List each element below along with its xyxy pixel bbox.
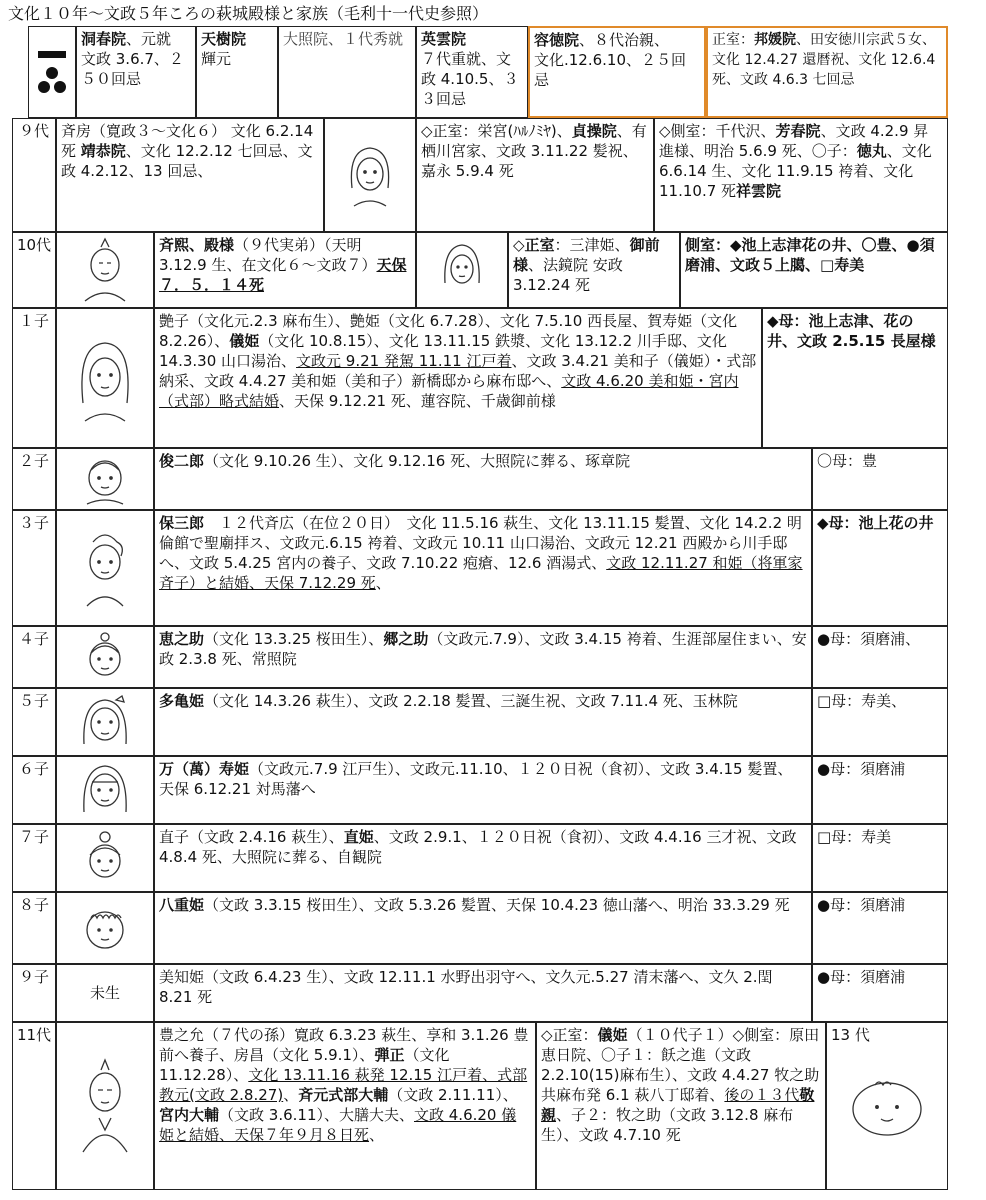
portrait-10dai <box>56 232 154 308</box>
child9-text: 美知姫（文政 6.4.23 生）、文政 12.11.1 水野出羽守へ、文久元.5.27 清末藩へ、文久 2.閏 8.21 死 <box>154 964 812 1022</box>
child7-text: 直子（文政 2.4.16 萩生）、直姫、文政 2.9.1、１２０日祝（食初）、文政 4.4.16 三才祝、文政 4.8.4 死、大照院に葬る、自観院 <box>154 824 812 892</box>
portrait-10dai-wife <box>416 232 508 308</box>
child2-mother: 〇母：豊 <box>812 448 948 510</box>
child6-text: 万（萬）寿姫（文政元.7.9 江戸生）、文政元.11.10、１２０日祝（食初）、文政 3.4.15 髪置、天保 6.12.21 対馬藩へ <box>154 756 812 824</box>
portrait-girl-icon <box>76 692 134 752</box>
header-cell-hoenin: 正室：邦媛院、田安徳川宗武５女、文化 12.4.27 還暦祝、文化 12.6.4 死、文政 4.6.3 七回忌 <box>706 26 948 118</box>
child7-mother: □母：寿美 <box>812 824 948 892</box>
next-generation-label: 13 代 <box>831 1026 870 1044</box>
row-label-child5: ５子 <box>12 688 56 756</box>
portrait-woman-icon <box>340 140 400 210</box>
portrait-lord-icon <box>75 237 135 303</box>
child5-text: 多亀姫（文化 14.3.26 萩生）、文政 2.2.18 髪置、三誕生祝、文政 7.11.4 死、玉林院 <box>154 688 812 756</box>
portrait-child7 <box>56 824 154 892</box>
eiunin-name: 英雲院 <box>421 30 467 48</box>
row10-wife: ◇正室：三津姫、御前様、法鏡院 安政 3.12.24 死 <box>508 232 680 308</box>
unborn-label: 未生 <box>89 984 120 1002</box>
crest-cell <box>28 26 76 118</box>
portrait-child6 <box>56 756 154 824</box>
unborn-cell <box>56 964 154 1022</box>
portrait-9dai <box>324 118 416 232</box>
page-title: 文化１０年〜文政５年ころの萩城殿様と家族（毛利十一代史参照） <box>8 4 489 23</box>
child4-text: 恵之助（文化 13.3.25 桜田生）、郷之助（文政元.7.9）、文政 3.4.15 袴着、生涯部屋住まい、安政 2.3.8 死、常照院 <box>154 626 812 688</box>
row-label-child3: ３子 <box>12 510 56 626</box>
row-label-child8: ８子 <box>12 892 56 964</box>
row10-main: 斉熙、殿様（９代実弟）（天明 3.12.9 生、在文化６〜文政７）天保７．５．１４死 <box>154 232 416 308</box>
child8-mother: ●母：須磨浦 <box>812 892 948 964</box>
row-label-child2: ２子 <box>12 448 56 510</box>
portrait-child2 <box>56 448 154 510</box>
portrait-child8 <box>56 892 154 964</box>
header-cell-daishoin: 大照院、１代秀就 <box>278 26 416 118</box>
child8-text: 八重姫（文政 3.3.15 桜田生）、文政 5.3.26 髪置、天保 10.4.23 徳山藩へ、明治 33.3.29 死 <box>154 892 812 964</box>
row9-main: 斉房（寛政３〜文化６） 文化 6.2.14 死 靖恭院、文化 12.2.12 七回忌、文政 4.2.12、13 回忌、 <box>56 118 324 232</box>
toshunin-name: 洞春院 <box>81 30 127 48</box>
portrait-boy-icon <box>75 526 135 610</box>
child5-mother: □母：寿美、 <box>812 688 948 756</box>
portrait-girl-icon <box>79 829 131 887</box>
row-label-9dai: ９代 <box>12 118 56 232</box>
portrait-child5 <box>56 688 154 756</box>
child6-mother: ●母：須磨浦 <box>812 756 948 824</box>
row11-wife: ◇正室：儀姫（１０代子１）◇側室：原田恵日院、〇子１：飫之進（文政 2.2.10(15)麻布生）、文政 4.4.27 牧之助共麻布発 6.1 萩八丁邸着、後の１３代敬親、子２：牧之助（文政 3.12.8 麻布生）、文政 4.7.10 死 <box>536 1022 826 1190</box>
row-label-10dai: 10代 <box>12 232 56 308</box>
portrait-child-icon <box>79 629 131 685</box>
child2-text: 俊二郎（文化 9.10.26 生）、文化 9.12.16 死、大照院に葬る、琢章院 <box>154 448 812 510</box>
portrait-child4 <box>56 626 154 688</box>
portrait-baby-icon <box>77 900 133 956</box>
child9-mother: ●母：須磨浦 <box>812 964 948 1022</box>
child4-mother: ●母：須磨浦、 <box>812 626 948 688</box>
header-cell-toshunin: 洞春院、元就 文政 3.6.7、２５０回忌 <box>76 26 196 118</box>
header-cell-tenjuin: 天樹院 輝元 <box>196 26 278 118</box>
row9-wife: ◇正室：栄宮(ﾊﾙﾉﾐﾔ)、貞操院、有栖川宮家、文政 3.11.22 髪祝、嘉永 5.9.4 死 <box>416 118 654 232</box>
portrait-girl-icon <box>73 333 137 423</box>
child1-text: 艶子（文化元.2.3 麻布生）、艶姫（文化 6.7.28）、文化 7.5.10 西長屋、賀寿姫（文化 8.2.26）、儀姫（文化 10.8.15）、文化 13.11.15 鉄漿、文化 13.12.2 川手邸、文化 14.3.30 山口湯治、文政元 9.21 発駕 11.11 江戸着、文政 3.4.21 美和子（儀姫）・式部納采、文政 4.4.27 美和姫（美和子）新橋邸から麻布邸へ、文政 4.6.20 美和姫・宮内（式部）略式結婚、天保 9.12.21 死、蓮容院、千歳御前様 <box>154 308 762 448</box>
header-cell-yotokuin: 容徳院、８代治親、 文化.12.6.10、２５回忌 <box>528 26 706 118</box>
child1-mother: ◆母：池上志津、花の井、文政 2.5.15 長屋様 <box>762 308 948 448</box>
toshunin-text: 文政 3.6.7、２５０回忌 <box>81 50 184 88</box>
row-label-11dai: 11代 <box>12 1022 56 1190</box>
row10-side: 側室：◆池上志津花の井、〇豊、●須磨浦、文政５上臈、□寿美 <box>680 232 948 308</box>
portrait-child1 <box>56 308 154 448</box>
row-label-child1: １子 <box>12 308 56 448</box>
tenjuin-name: 天樹院 <box>201 30 247 48</box>
row-label-child4: ４子 <box>12 626 56 688</box>
portrait-11dai <box>56 1022 154 1190</box>
portrait-lord-icon <box>73 1056 137 1156</box>
row-label-child6: ６子 <box>12 756 56 824</box>
family-crest-icon <box>35 47 69 97</box>
row11-main: 豊之允（７代の孫）寛政 6.3.23 萩生、享和 3.1.26 豊前へ養子、房昌（文化 5.9.1）、弾正（文化 11.12.28）、文化 13.11.16 萩発 12.15 江戸着、式部教元(文政 2.8.27)、斉元式部大輔（文政 2.11.11）、宮内大輔（文政 3.6.11）、大膳大夫、文政 4.6.20 儀姫と結婚、天保７年９月８日死、 <box>154 1022 536 1190</box>
child3-text: 保三郎 １２代斉広（在位２０日） 文化 11.5.16 萩生、文化 13.11.15 髪置、文化 14.2.2 明倫館で聖廟拝ス、文政元.6.15 袴着、文政元 10.11 山口湯治、文政元 12.21 西殿から川手邸へ、文政 5.4.25 宮内の養子、文政 7.10.22 疱瘡、12.6 酒湯式、文政 12.11.27 和姫（将軍家斉子）と結婚、天保 7.12.29 死、 <box>154 510 812 626</box>
yotokuin-name: 容徳院 <box>534 31 580 49</box>
portrait-baby-icon <box>845 1073 929 1143</box>
hoenin-name: 邦媛院 <box>754 32 796 48</box>
row11-next <box>826 1022 948 1190</box>
portrait-child3 <box>56 510 154 626</box>
child3-mother: ◆母：池上花の井 <box>812 510 948 626</box>
row-label-child7: ７子 <box>12 824 56 892</box>
portrait-girl-icon <box>76 760 134 820</box>
row-label-child9: ９子 <box>12 964 56 1022</box>
row9-side: ◇側室：千代沢、芳春院、文政 4.2.9 昇進様、明治 5.6.9 死、〇子：徳丸、文化 6.6.14 生、文化 11.9.15 袴着、文化 11.10.7 死祥雲院 <box>654 118 948 232</box>
header-cell-eiunin: 英雲院 ７代重就、文政 4.10.5、３３回忌 <box>416 26 528 118</box>
portrait-boy-icon <box>77 452 133 506</box>
portrait-wife-icon <box>437 239 487 301</box>
